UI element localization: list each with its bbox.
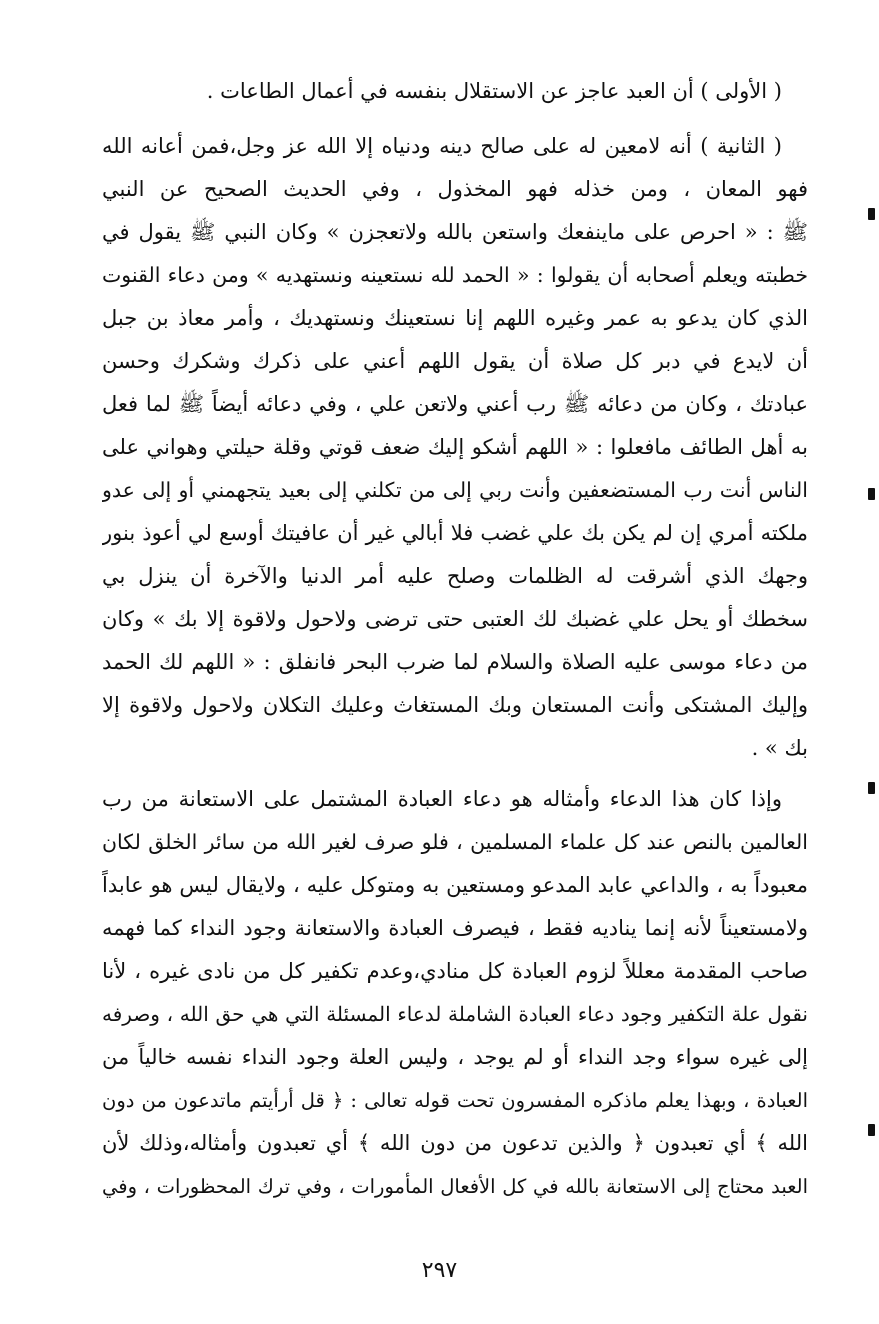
text-line: بك » . <box>751 736 808 760</box>
text-line: العبادة ، وبهذا يعلم ماذكره المفسرون تحت قوله تعالى : ﴿ قل أرأيتم ماتدعون من دون <box>102 1089 808 1112</box>
text-line: خطبته ويعلم أصحابه أن يقولوا : « الحمد لله نستعينه ونستهديه » ومن دعاء القنوت <box>102 263 808 287</box>
margin-mark <box>868 1124 875 1136</box>
text-line: العالمين بالنص عند كل علماء المسلمين ، فلو صرف لغير الله من سائر الخلق لكان <box>102 830 808 854</box>
page-number: ٢٩٧ <box>421 1258 458 1283</box>
text-line: أن لايدع في دبر كل صلاة أن يقول اللهم أعني على ذكرك وشكرك وحسن <box>102 349 808 373</box>
text-line: صاحب المقدمة معللاً لزوم العبادة كل منادي،وعدم تكفير كل من نادى غيره ، لأنا <box>102 959 808 983</box>
text-line: من دعاء موسى عليه الصلاة والسلام لما ضرب البحر فانفلق : « اللهم لك الحمد <box>102 650 808 674</box>
paragraph-worship-supplication <box>102 778 808 1208</box>
margin-mark <box>868 208 875 220</box>
text-line: عبادتك ، وكان من دعائه ﷺ رب أعني ولاتعن علي ، وفي دعائه أيضاً ﷺ لما فعل <box>102 392 808 416</box>
text-line: العبد محتاج إلى الاستعانة بالله في كل الأفعال المأمورات ، وفي ترك المحظورات ، وفي <box>102 1175 808 1198</box>
text-line: ﷺ : « احرص على ماينفعك واستعن بالله ولاتعجزن » وكان النبي ﷺ يقول في <box>102 220 808 244</box>
text-line: الذي كان يدعو به عمر وغيره اللهم إنا نستعينك ونستهديك ، وأمر معاذ بن جبل <box>102 306 808 330</box>
text-line: إلى غيره سواء وجد النداء أو لم يوجد ، وليس العلة وجود النداء نفسه خالياً من <box>102 1045 808 1069</box>
text-line: وإليك المشتكى وأنت المستعان وبك المستغاث وعليك التكلان ولاحول ولاقوة إلا <box>102 693 808 717</box>
text-line: فهو المعان ، ومن خذله فهو المخذول ، وفي الحديث الصحيح عن النبي <box>102 177 808 201</box>
margin-mark <box>868 782 875 794</box>
text-line: ( الأولى ) أن العبد عاجز عن الاستقلال بنفسه في أعمال الطاعات . <box>206 79 782 103</box>
margin-mark <box>868 488 875 500</box>
text-line: ( الثانية ) أنه لامعين له على صالح دينه ودنياه إلا الله عز وجل،فمن أعانه الله <box>102 134 782 158</box>
paragraph-first-point <box>102 70 808 113</box>
text-line: به أهل الطائف مافعلوا : « اللهم أشكو إليك ضعف قوتي وقلة حيلتي وهواني على <box>102 435 808 459</box>
text-line: ولامستعيناً لأنه إنما يناديه فقط ، فيصرف العبادة والاستعانة وجود النداء كما فهمه <box>102 916 808 940</box>
text-line: الله ﴾ أي تعبدون ﴿ والذين تدعون من دون الله ﴾ أي تعبدون وأمثاله،وذلك لأن <box>102 1131 808 1155</box>
text-line: وإذا كان هذا الدعاء وأمثاله هو دعاء العبادة المشتمل على الاستعانة من رب <box>102 787 782 811</box>
text-line: ملكته أمري إن لم يكن بك علي غضب فلا أبالي غير أن عافيتك أوسع لي أعوذ بنور <box>102 521 808 545</box>
text-line: الناس أنت رب المستضعفين وأنت ربي إلى من تكلني إلى بعيد يتجهمني أو إلى عدو <box>102 478 808 502</box>
text-line: سخطك أو يحل علي غضبك لك العتبى حتى ترضى ولاحول ولاقوة إلا بك » وكان <box>102 607 808 631</box>
text-line: وجهك الذي أشرقت له الظلمات وصلح عليه أمر الدنيا والآخرة أن ينزل بي <box>102 564 808 588</box>
text-line: معبوداً به ، والداعي عابد المدعو ومستعين به ومتوكل عليه ، ولايقال ليس هو عابداً <box>102 873 808 897</box>
text-line: نقول علة التكفير وجود دعاء العبادة الشاملة لدعاء المسئلة التي هي حق الله ، وصرفه <box>102 1002 808 1026</box>
paragraph-second-point <box>102 125 808 770</box>
